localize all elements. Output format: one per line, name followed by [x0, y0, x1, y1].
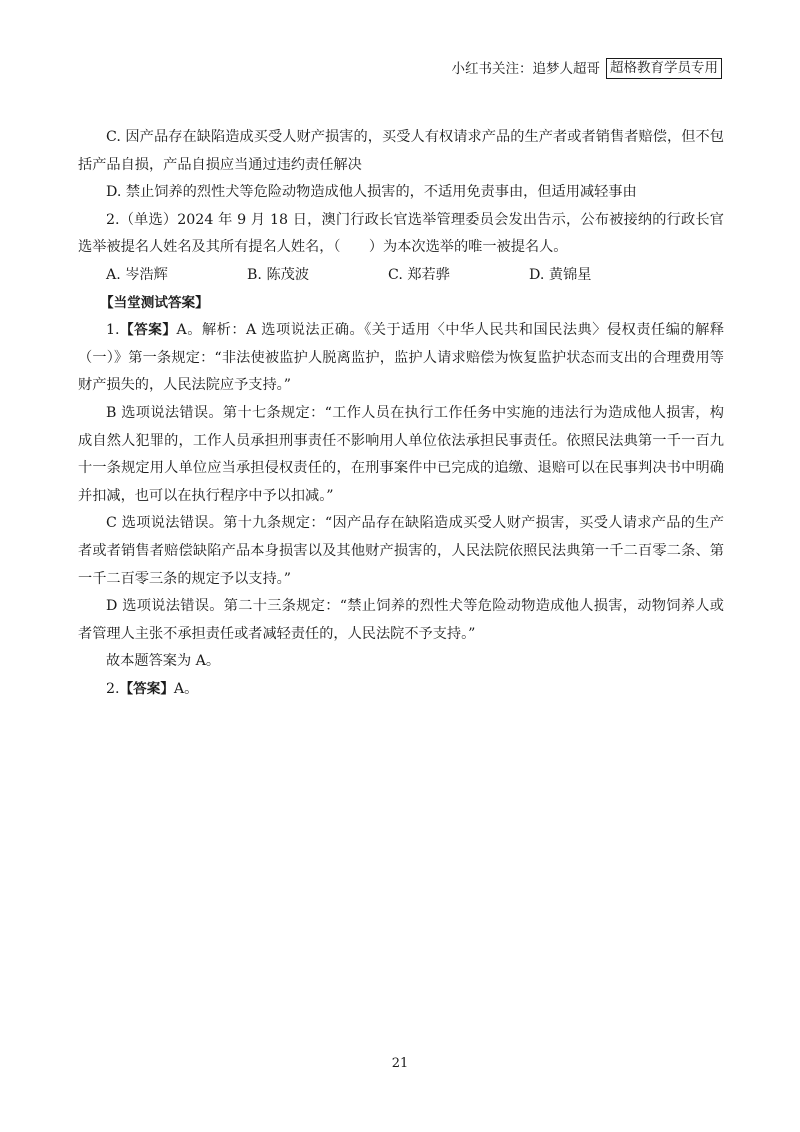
answer-2-prefix: 2. [106, 680, 120, 697]
header-follow-text: 小红书关注：追梦人超哥 [451, 60, 600, 77]
answer-2-label: 【答案】 [119, 680, 174, 697]
question-2-options [78, 262, 724, 290]
page-number: 21 [391, 1056, 409, 1071]
question-2-option-a: A. 岑浩辉 [106, 266, 168, 283]
answer-2-text: A。 [173, 680, 199, 697]
option-b-explanation: B 选项说法错误。第十七条规定：“工作人员在执行工作任务中实施的违法行为造成他人损害，构成自然人犯罪的，工作人员承担刑事责任不影响用人单位依法承担民事责任。依照民法典第一千一百九十一条规定用人单位应当承担侵权责任的，在刑事案件中已完成的追缴、退赔可以在民事判决书中明确并扣减，也可以在执行程序中予以扣减。” [78, 404, 724, 504]
header-badge: 超格教育学员专用 [606, 58, 722, 79]
answer-1-label: 【答案】 [119, 322, 177, 339]
answer-2-paragraph [78, 676, 724, 704]
question-2-text: 2.（单选）2024 年 9 月 18 日，澳门行政长官选举管理委员会发出告示，公布被接纳的行政长官选举被提名人姓名及其所有提名人姓名，（ ）为本次选举的唯一被提名人。 [78, 211, 724, 256]
question-2-option-c: C. 郑若骅 [388, 266, 450, 283]
answer-1-prefix: 1. [106, 322, 120, 339]
question-2-option-b: B. 陈茂波 [247, 266, 310, 283]
answers-title: 【当堂测试答案】 [100, 294, 209, 311]
option-c-explanation: C 选项说法错误。第十九条规定：“因产品存在缺陷造成买受人财产损害，买受人请求产品的生产者或者销售者赔偿缺陷产品本身损害以及其他财产损害的，人民法院依照民法典第一千二百零二条、第一千二百零三条的规定予以支持。” [78, 515, 724, 587]
answer-1-text: A。解析：A 选项说法正确。《关于适用〈中华人民共和国民法典〉侵权责任编的解释（一）》第一条规定：“非法使被监护人脱离监护，监护人请求赔偿为恢复监护状态而支出的合理费用等财产损失的，人民法院应予支持。” [78, 322, 725, 394]
question-2-option-d: D. 黄锦星 [529, 266, 592, 283]
option-c-paragraph: C. 因产品存在缺陷造成买受人财产损害的，买受人有权请求产品的生产者或者销售者赔偿，但不包括产品自损，产品自损应当通过违约责任解决 [78, 129, 724, 173]
document-body [78, 124, 724, 703]
option-d-paragraph: D. 禁止饲养的烈性犬等危险动物造成他人损害的，不适用免责事由，但适用减轻事由 [106, 184, 637, 201]
option-d-explanation: D 选项说法错误。第二十三条规定：“禁止饲养的烈性犬等危险动物造成他人损害，动物饲养人或者管理人主张不承担责任或者减轻责任的，人民法院不予支持。” [78, 598, 724, 642]
page-header [452, 58, 723, 79]
answers-section-title [78, 290, 724, 318]
conclusion-paragraph: 故本题答案为 A。 [106, 653, 221, 670]
answer-1-paragraph [78, 317, 724, 400]
